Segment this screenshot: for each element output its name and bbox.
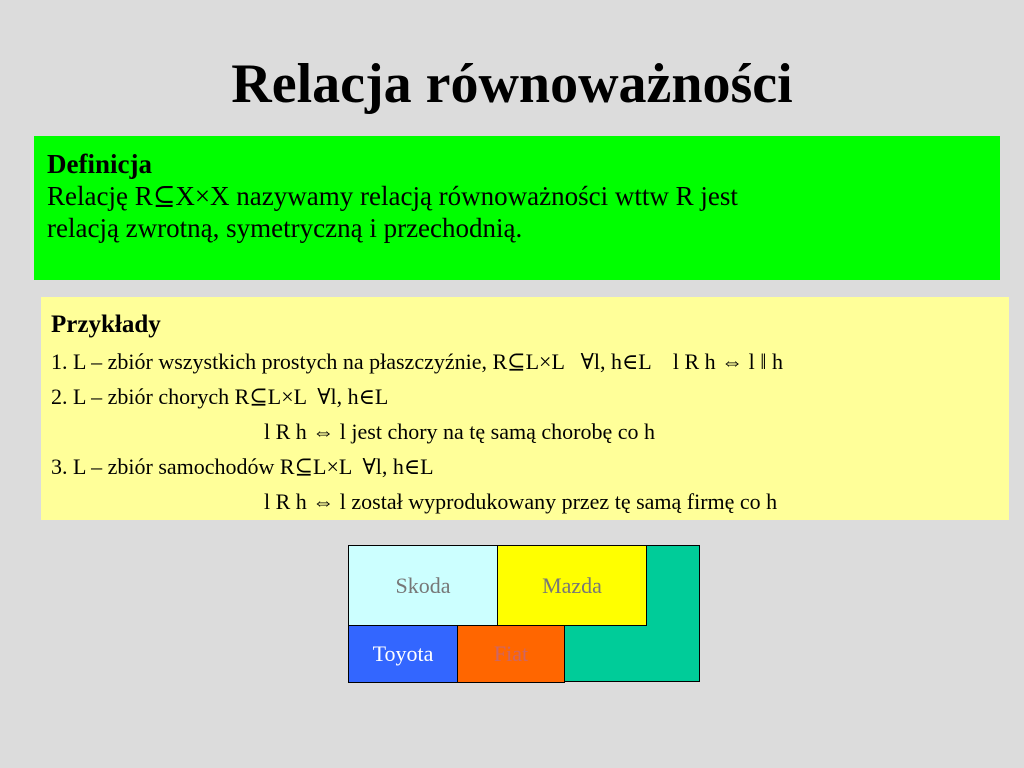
- example-3-relation: l R h ⇔ l został wyprodukowany przez tę samą firmę co h: [264, 489, 778, 514]
- examples-heading: Przykłady: [51, 311, 161, 338]
- definition-box: [34, 136, 1000, 280]
- slide-title: Relacja równoważności: [231, 53, 793, 115]
- toyota-cell: Toyota: [348, 625, 458, 683]
- definition-text-line-2: relacją zwrotną, symetryczną i przechodnią.: [47, 213, 523, 243]
- example-3-line: 3. L – zbiór samochodów R⊆L×L ∀l, h∈L: [51, 454, 434, 479]
- skoda-cell: Skoda: [348, 545, 498, 626]
- example-2-line: 2. L – zbiór chorych R⊆L×L ∀l, h∈L: [51, 384, 389, 409]
- definition-text-line-1: Relację R⊆X×X nazywamy relacją równoważności wttw R jest: [47, 181, 738, 211]
- fiat-cell: Fiat: [457, 625, 565, 683]
- mazda-cell: Mazda: [497, 545, 647, 626]
- car-brand-partition-diagram: [348, 545, 700, 682]
- example-1-line: 1. L – zbiór wszystkich prostych na płaszczyźnie, R⊆L×L ∀l, h∈L l R h ⇔ l ǁ h: [51, 349, 783, 374]
- example-2-relation: l R h ⇔ l jest chory na tę samą chorobę co h: [264, 419, 656, 444]
- definition-heading: Definicja: [47, 149, 152, 179]
- examples-box: [41, 297, 1009, 520]
